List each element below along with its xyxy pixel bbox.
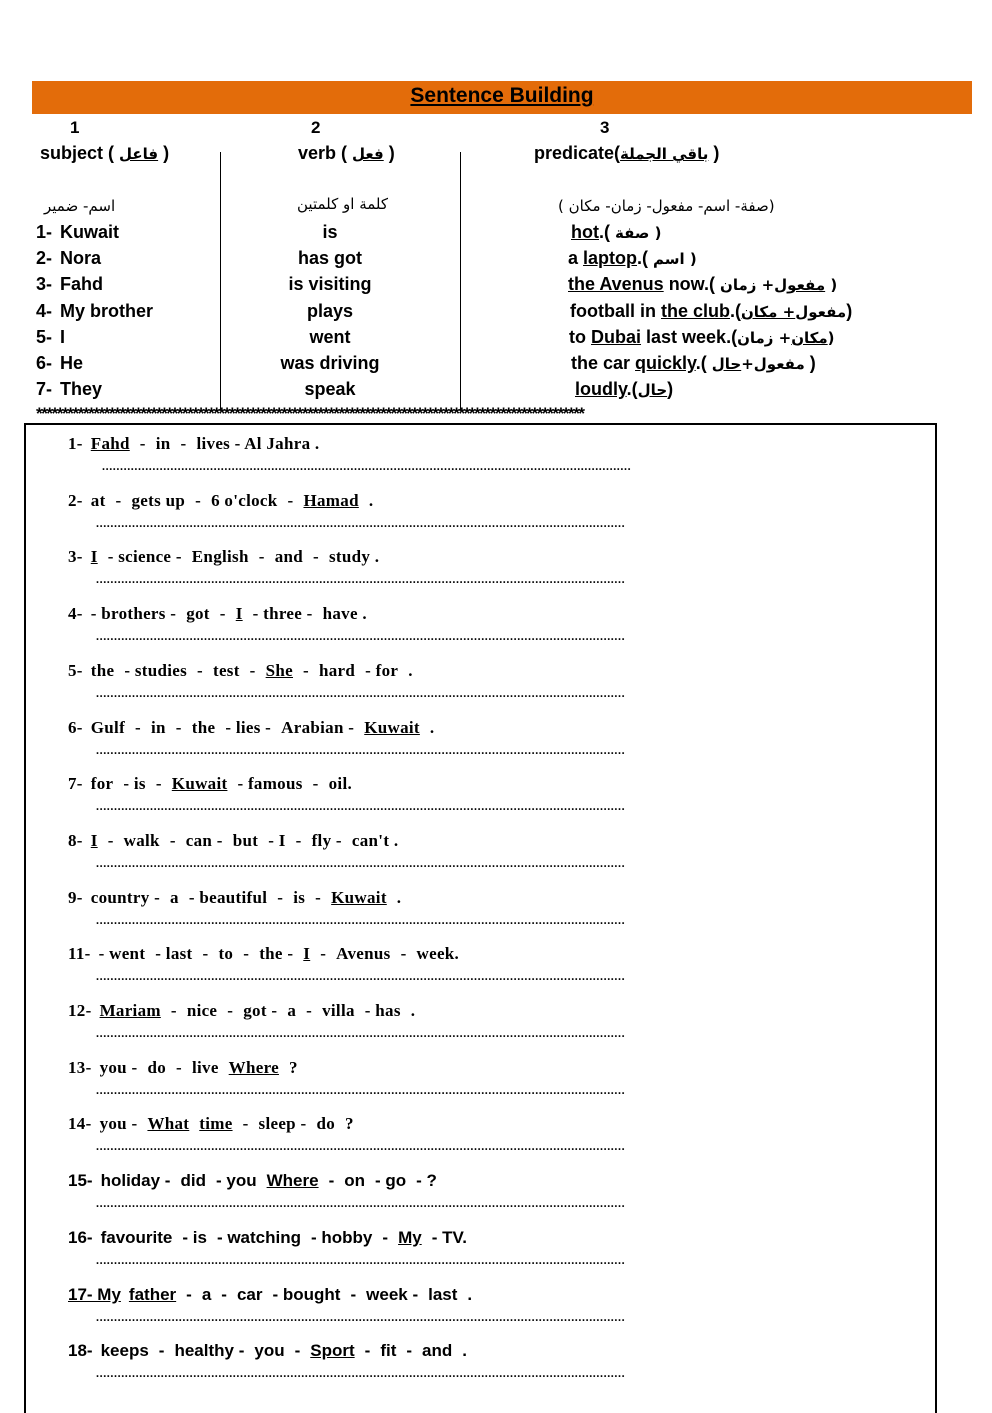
answer-line[interactable]: ...................................................................................................................................................: [96, 1366, 626, 1380]
exercise-item: [68, 604, 377, 624]
predicate-arabic: مفعول: [795, 303, 847, 321]
word-token: Gulf: [90, 718, 126, 737]
word-token: fly -: [311, 831, 342, 850]
word-token: -: [180, 434, 187, 453]
answer-line[interactable]: ...................................................................................................................................................: [96, 969, 626, 983]
exercise-item: [68, 491, 383, 511]
example-verb: is visiting: [288, 274, 372, 294]
word-token: villa: [322, 1001, 355, 1020]
word-token: you -: [99, 1058, 138, 1077]
example-predicate: [569, 327, 835, 348]
word-token: favourite: [100, 1228, 173, 1247]
word-token: car: [236, 1285, 263, 1304]
example-number: 1-: [36, 222, 53, 242]
word-token: healthy -: [174, 1341, 245, 1360]
word-token: - last: [155, 944, 193, 963]
underlined-word: I: [303, 944, 311, 963]
predicate-part: the Avenus: [568, 274, 664, 294]
word-token: - studies: [124, 661, 188, 680]
word-token: gets up: [131, 491, 186, 510]
word-token: -: [186, 1285, 192, 1304]
exercise-item: [68, 547, 389, 567]
header-end: ): [708, 143, 720, 163]
word-token: week.: [416, 944, 460, 963]
word-token: nice: [186, 1001, 218, 1020]
word-token: to: [218, 944, 234, 963]
word-token: holiday -: [100, 1171, 171, 1190]
underlined-word: Kuwait: [364, 718, 420, 737]
word-token: sleep -: [258, 1114, 307, 1133]
exercise-item: [68, 1001, 425, 1021]
word-token: country -: [90, 888, 161, 907]
word-token: week -: [366, 1285, 419, 1304]
predicate-part: laptop: [583, 248, 638, 268]
word-token: - has: [364, 1001, 401, 1020]
exercise-number: 9-: [68, 888, 83, 907]
example-subject: [36, 222, 119, 243]
word-token: -: [249, 661, 256, 680]
predicate-part: hot: [571, 222, 599, 242]
example-subject: [36, 274, 103, 295]
answer-line[interactable]: ...................................................................................................................................................: [96, 913, 626, 927]
word-token: got -: [243, 1001, 278, 1020]
column-sub-verb: كلمة او كلمتين: [297, 195, 389, 213]
word-token: -: [406, 1341, 413, 1360]
word-token: in: [151, 718, 166, 737]
word-token: -: [294, 1341, 301, 1360]
example-predicate: [568, 274, 837, 295]
word-token: and: [274, 547, 303, 566]
predicate-part: .(: [730, 301, 741, 321]
exercise-item: [68, 1171, 447, 1191]
header-end: ): [158, 143, 170, 163]
word-token: -: [313, 547, 319, 566]
word-token: -: [350, 1285, 357, 1304]
word-token: 6 o'clock: [211, 491, 278, 510]
predicate-part: the club: [660, 301, 730, 321]
word-token: - lies -: [225, 718, 272, 737]
predicate-arabic: مفعول: [774, 276, 826, 294]
exercise-number: 11-: [68, 944, 91, 963]
exercise-number: 12-: [68, 1001, 92, 1020]
word-token: -: [175, 718, 182, 737]
answer-line[interactable]: ...................................................................................................................................................: [96, 629, 626, 643]
column-header-subject: [40, 143, 169, 164]
answer-line[interactable]: ...................................................................................................................................................: [96, 516, 626, 530]
word-token: can -: [185, 831, 223, 850]
exercise-number: 4-: [68, 604, 83, 623]
subject-text: Kuwait: [60, 222, 120, 242]
word-token: -: [139, 434, 146, 453]
word-token: -: [107, 831, 114, 850]
column-number-1: 1: [70, 118, 80, 137]
underlined-word: I: [90, 547, 98, 566]
title-banner: [32, 81, 972, 114]
word-token: do: [147, 1058, 166, 1077]
subject-text: I: [60, 327, 66, 347]
predicate-part: last week.(: [641, 327, 738, 347]
word-token: for: [90, 774, 114, 793]
underlined-word: I: [90, 831, 98, 850]
example-predicate: [571, 222, 661, 243]
word-token: - went: [98, 944, 146, 963]
word-token: -: [315, 888, 322, 907]
predicate-part: football in: [570, 301, 661, 321]
word-token: - hobby: [311, 1228, 373, 1247]
word-token: -: [364, 1341, 371, 1360]
word-token: - go: [375, 1171, 407, 1190]
word-token: -: [382, 1228, 389, 1247]
word-token: - science -: [107, 547, 182, 566]
word-token: .: [467, 1285, 473, 1304]
word-token: -: [202, 944, 209, 963]
predicate-arabic: اسم ): [653, 250, 697, 268]
word-token: ?: [288, 1058, 298, 1077]
word-token: -: [176, 1058, 182, 1077]
predicate-arabic: مكان: [791, 329, 828, 347]
separator-line: *********************************************************************************************************: [36, 404, 584, 423]
underlined-word: I: [235, 604, 243, 623]
word-token: - brothers -: [90, 604, 177, 623]
word-token: did: [180, 1171, 206, 1190]
answer-line[interactable]: ...................................................................................................................................................: [96, 686, 626, 700]
exercise-number: 6-: [68, 718, 83, 737]
exercise-number: 15-: [68, 1171, 93, 1190]
exercise-item: [68, 718, 444, 738]
underlined-word: Sport: [310, 1341, 355, 1360]
exercise-number: 7-: [68, 774, 83, 793]
word-token: walk: [123, 831, 160, 850]
word-token: -: [227, 1001, 234, 1020]
exercise-number: 16-: [68, 1228, 93, 1247]
word-token: -: [328, 1171, 335, 1190]
word-token: -: [158, 1341, 165, 1360]
column-header-predicate: [534, 143, 719, 164]
predicate-arabic: مفعول+: [741, 355, 805, 373]
predicate-part: ): [667, 379, 674, 399]
subject-text: They: [60, 379, 103, 399]
word-token: live: [191, 1058, 219, 1077]
answer-line[interactable]: ...................................................................................................................................................: [96, 1253, 626, 1267]
word-token: English: [191, 547, 249, 566]
word-token: .: [368, 491, 374, 510]
word-token: - ?: [416, 1171, 437, 1190]
word-token: -: [295, 831, 302, 850]
exercise-number: 13-: [68, 1058, 92, 1077]
exercise-number: 14-: [68, 1114, 92, 1133]
word-token: - famous: [237, 774, 303, 793]
column-header-verb: [298, 143, 395, 164]
column-sub-predicate: (صفة- اسم- مفعول- زمان- مكان ): [558, 197, 775, 215]
word-token: and: [422, 1341, 453, 1360]
underlined-word: Hamad: [303, 491, 359, 510]
word-token: -: [258, 547, 265, 566]
example-number: 6-: [36, 353, 53, 373]
column-divider: [220, 152, 221, 410]
example-verb: has got: [297, 248, 362, 268]
word-token: -: [243, 944, 250, 963]
word-token: on: [344, 1171, 366, 1190]
example-number: 7-: [36, 379, 53, 399]
word-token: at: [90, 491, 106, 510]
word-token: -: [115, 491, 122, 510]
exercise-item: [68, 888, 411, 908]
example-subject: [36, 353, 83, 374]
word-token: a: [201, 1285, 212, 1304]
word-token: -: [135, 718, 141, 737]
word-token: .: [396, 888, 402, 907]
subject-text: He: [60, 353, 84, 373]
word-token: .: [429, 718, 435, 737]
word-token: -: [195, 491, 202, 510]
word-token: do: [316, 1114, 335, 1133]
answer-line[interactable]: ...................................................................................................................................................: [102, 459, 632, 473]
exercise-item: [68, 944, 469, 964]
example-subject: [36, 379, 102, 400]
word-token: - three -: [252, 604, 313, 623]
predicate-arabic: حال: [637, 381, 668, 399]
word-token: -: [221, 1285, 227, 1304]
word-token: - you: [215, 1171, 257, 1190]
word-token: you: [254, 1341, 285, 1360]
underlined-word: Fahd: [90, 434, 130, 453]
example-verb: was driving: [280, 353, 380, 373]
word-token: lives - Al Jahra .: [196, 434, 320, 453]
predicate-part: .(: [598, 222, 615, 242]
word-token: have .: [322, 604, 367, 623]
exercise-number: 8-: [68, 831, 83, 850]
underlined-word: Where: [228, 1058, 279, 1077]
example-number: 3-: [36, 274, 53, 294]
exercise-item: [68, 1228, 477, 1248]
word-token: - TV.: [431, 1228, 467, 1247]
header-label: predicate(: [534, 143, 621, 163]
underlined-word: father: [128, 1285, 177, 1304]
subject-text: My brother: [60, 301, 154, 321]
answer-line[interactable]: ...................................................................................................................................................: [96, 743, 626, 757]
subject-text: Fahd: [60, 274, 104, 294]
word-token: - watching: [216, 1228, 301, 1247]
answer-line[interactable]: ...................................................................................................................................................: [96, 1083, 626, 1097]
word-token: -: [303, 661, 309, 680]
underlined-word: Kuwait: [331, 888, 387, 907]
word-token: .: [462, 1341, 468, 1360]
answer-line[interactable]: ...................................................................................................................................................: [96, 572, 626, 586]
header-label: subject (: [40, 143, 120, 163]
word-token: -: [312, 774, 319, 793]
word-token: -: [169, 831, 176, 850]
underlined-word: What: [147, 1114, 190, 1133]
word-token: the -: [259, 944, 294, 963]
example-verb: speak: [304, 379, 356, 399]
word-token: hard: [318, 661, 356, 680]
header-end: ): [383, 143, 395, 163]
underlined-word: Kuwait: [171, 774, 228, 793]
predicate-arabic: + مكان: [741, 303, 796, 321]
example-subject: [36, 301, 153, 322]
word-token: - bought: [272, 1285, 341, 1304]
word-token: - beautiful: [188, 888, 268, 907]
word-token: Arabian -: [281, 718, 355, 737]
word-token: fit: [380, 1341, 397, 1360]
exercise-item: [68, 831, 408, 851]
column-sub-subject: اسم- ضمير: [44, 197, 116, 215]
predicate-part: ): [804, 353, 816, 373]
word-token: -: [400, 944, 407, 963]
underlined-word: She: [265, 661, 293, 680]
predicate-arabic: حال: [711, 355, 742, 373]
predicate-part: Dubai: [591, 327, 642, 347]
predicate-arabic: + زمان ): [720, 276, 838, 294]
exercise-number: 5-: [68, 661, 83, 680]
column-divider: [460, 152, 461, 410]
example-verb: went: [309, 327, 351, 347]
example-predicate: [575, 379, 673, 400]
answer-line[interactable]: ...................................................................................................................................................: [96, 1139, 626, 1153]
answer-line[interactable]: ...................................................................................................................................................: [96, 856, 626, 870]
predicate-part: ): [846, 301, 853, 321]
exercise-item: [68, 1285, 482, 1305]
answer-line[interactable]: ...................................................................................................................................................: [96, 1196, 626, 1210]
exercise-item: [68, 774, 362, 794]
answer-line[interactable]: ...................................................................................................................................................: [96, 1310, 626, 1324]
column-number-3: 3: [600, 118, 610, 137]
word-token: is: [293, 888, 306, 907]
exercise-number: 3-: [68, 547, 83, 566]
word-token: -: [306, 1001, 313, 1020]
predicate-arabic: صفة ): [614, 224, 662, 242]
word-token: can't .: [351, 831, 399, 850]
example-predicate: [568, 248, 697, 269]
word-token: - is: [123, 774, 146, 793]
word-token: -: [277, 888, 284, 907]
underlined-word: Where: [266, 1171, 319, 1190]
word-token: .: [410, 1001, 416, 1020]
example-predicate: [570, 301, 852, 322]
predicate-part: quickly: [635, 353, 696, 373]
example-verb: is: [322, 222, 338, 242]
subject-text: Nora: [60, 248, 102, 268]
answer-line[interactable]: ...................................................................................................................................................: [96, 799, 626, 813]
page-title: Sentence Building: [410, 84, 594, 107]
word-token: test: [212, 661, 240, 680]
word-token: study .: [328, 547, 380, 566]
exercise-item: [68, 1058, 308, 1078]
word-token: -: [170, 1001, 177, 1020]
example-verb: plays: [306, 301, 354, 321]
header-arabic: فعل: [352, 145, 384, 163]
predicate-part: .(: [626, 379, 638, 399]
exercise-item: [68, 661, 423, 681]
example-subject: [36, 327, 65, 348]
predicate-part: .(: [695, 353, 712, 373]
underlined-word: Mariam: [99, 1001, 161, 1020]
example-number: 5-: [36, 327, 53, 347]
example-number: 2-: [36, 248, 53, 268]
word-token: - for: [365, 661, 399, 680]
predicate-part: .(: [637, 248, 654, 268]
word-token: in: [155, 434, 171, 453]
word-token: last: [428, 1285, 458, 1304]
word-token: -: [219, 604, 226, 623]
answer-line[interactable]: ...................................................................................................................................................: [96, 1026, 626, 1040]
column-number-2: 2: [311, 118, 321, 137]
underlined-word: My: [398, 1228, 422, 1247]
word-token: Avenus: [336, 944, 391, 963]
word-token: ?: [345, 1114, 354, 1133]
word-token: but: [232, 831, 259, 850]
word-token: you -: [99, 1114, 138, 1133]
predicate-part: now.(: [663, 274, 721, 294]
example-subject: [36, 248, 101, 269]
word-token: -: [197, 661, 203, 680]
word-token: keeps: [100, 1341, 149, 1360]
example-predicate: [571, 353, 816, 374]
word-token: - is: [182, 1228, 207, 1247]
predicate-arabic: + زمان): [737, 329, 835, 347]
word-token: .: [408, 661, 413, 680]
word-token: - I: [268, 831, 286, 850]
exercise-number: 18-: [68, 1341, 93, 1360]
exercise-item: [68, 1341, 477, 1361]
word-token: the: [191, 718, 216, 737]
exercise-number: 17- My: [68, 1285, 121, 1304]
exercise-item: [68, 1114, 364, 1134]
word-token: a: [170, 888, 179, 907]
header-label: verb (: [298, 143, 353, 163]
word-token: a: [287, 1001, 297, 1020]
word-token: -: [242, 1114, 249, 1133]
word-token: got: [186, 604, 210, 623]
exercise-number: 2-: [68, 491, 83, 510]
word-token: -: [320, 944, 327, 963]
word-token: the: [90, 661, 115, 680]
predicate-part: loudly: [575, 379, 627, 399]
word-token: -: [155, 774, 162, 793]
predicate-part: to: [569, 327, 591, 347]
exercise-number: 1-: [68, 434, 83, 453]
header-arabic: فاعل: [119, 145, 159, 163]
word-token: -: [287, 491, 294, 510]
predicate-part: the car: [571, 353, 636, 373]
underlined-word: time: [199, 1114, 233, 1133]
example-number: 4-: [36, 301, 53, 321]
header-arabic: باقي الجملة: [620, 145, 709, 163]
exercise-item: [68, 434, 329, 454]
word-token: oil.: [328, 774, 353, 793]
predicate-part: a: [568, 248, 584, 268]
